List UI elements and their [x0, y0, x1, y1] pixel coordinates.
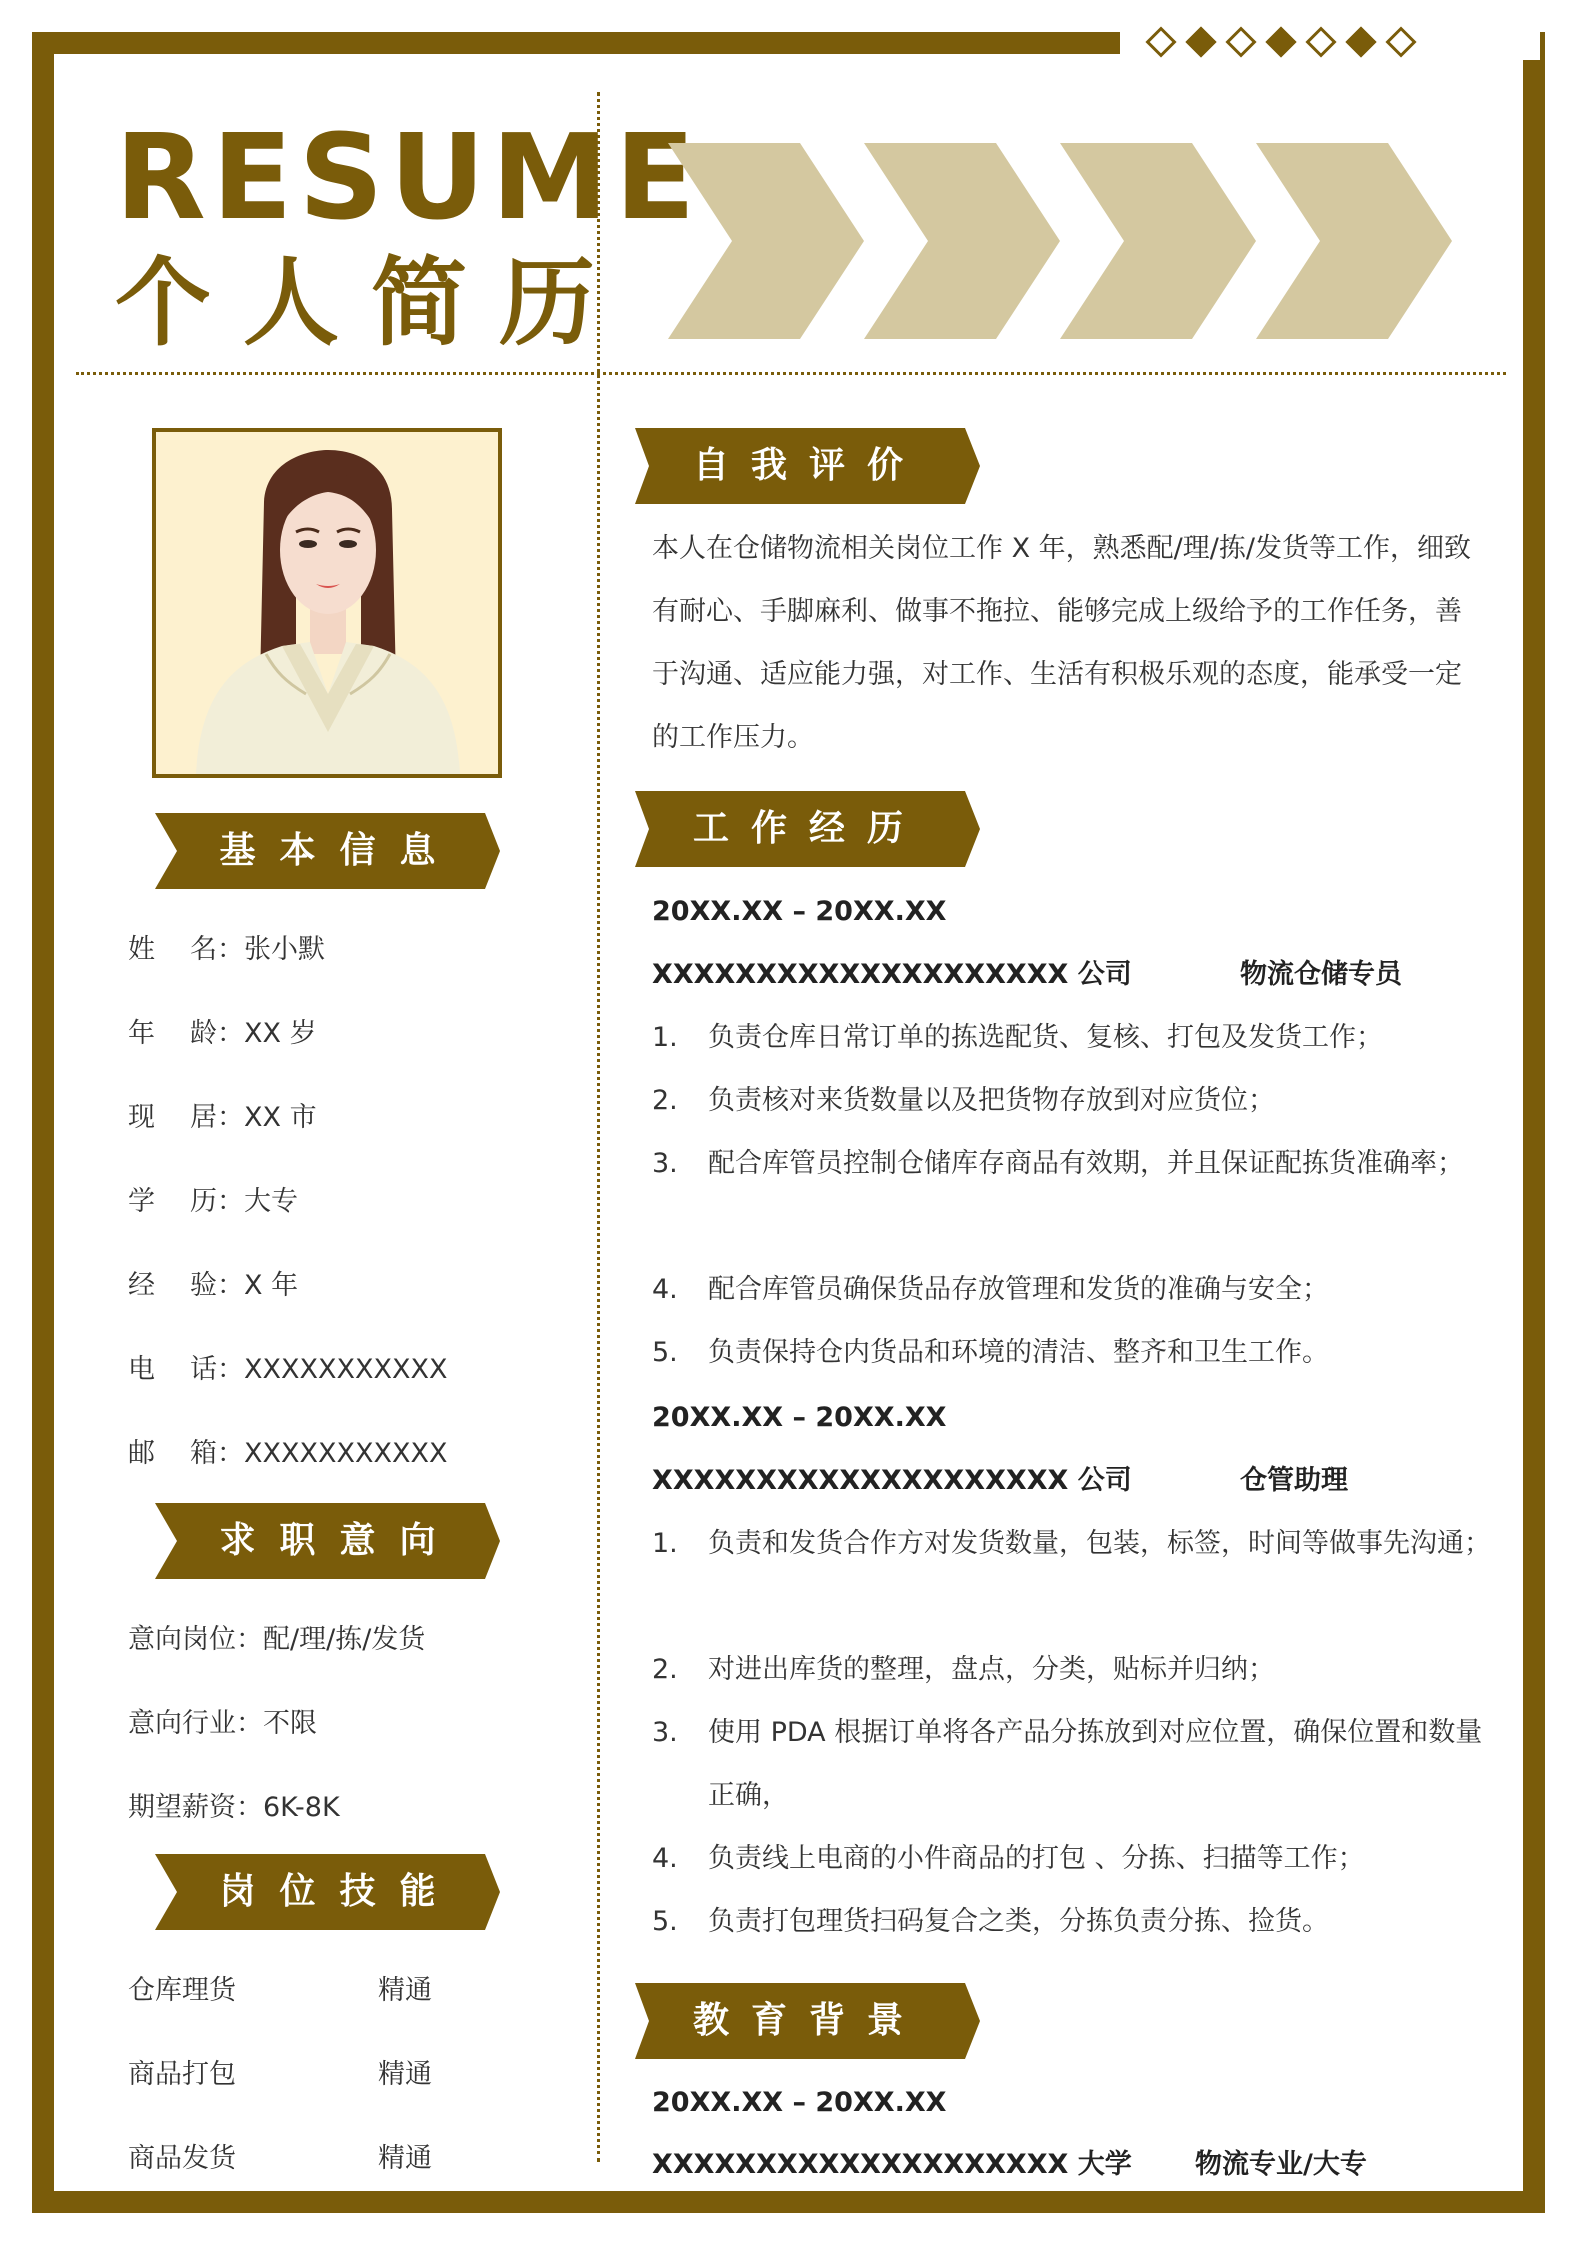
- job-role: 物流仓储专员: [1240, 959, 1402, 990]
- education-heading: [635, 1983, 980, 2059]
- info-row-name: 姓 名：张小默: [128, 934, 325, 965]
- diamond-filled-icon: [1345, 26, 1376, 57]
- self-eval-text: 本人在仓储物流相关岗位工作 X 年，熟悉配/理/拣/发货等工作，细致有耐心、手脚麻利、做事不拖拉、能够完成上级给予的工作任务，善于沟通、适应能力强，对工作、生活有积极乐观的态度，能承受一定的工作压力。: [652, 533, 1471, 753]
- job-intent-heading: [155, 1503, 500, 1579]
- edu-major: 物流专业/大专: [1195, 2149, 1367, 2180]
- edu-period: 20XX.XX – 20XX.XX: [652, 2087, 947, 2118]
- diamond-outline-icon: [1385, 26, 1416, 57]
- edu-school: XXXXXXXXXXXXXXXXXXXX 大学: [652, 2149, 1132, 2180]
- skill-row: 商品发货 精通: [128, 2143, 432, 2174]
- intent-row-position: 意向岗位：配/理/拣/发货: [128, 1624, 426, 1655]
- duty-item: 5. 负责打包理货扫码复合之类，分拣负责分拣、捡货。: [652, 1906, 1329, 1937]
- chevron-decoration: [668, 143, 1498, 339]
- education-heading-label: 教育背景: [693, 2000, 926, 2041]
- diamond-outline-icon: [1225, 26, 1256, 57]
- info-row-residence: 现 居：XX 市: [128, 1102, 317, 1133]
- info-row-phone: 电 话：XXXXXXXXXXX: [128, 1354, 448, 1385]
- diamond-outline-icon: [1145, 26, 1176, 57]
- self-eval-heading: [635, 428, 980, 504]
- skills-heading: [155, 1854, 500, 1930]
- job-company: XXXXXXXXXXXXXXXXXXXX 公司: [652, 959, 1132, 990]
- info-row-education: 学 历：大专: [128, 1186, 298, 1217]
- portrait-illustration: [156, 432, 498, 774]
- duty-item: 2. 负责核对来货数量以及把货物存放到对应货位；: [652, 1085, 1275, 1116]
- chevron-2: [864, 143, 1060, 339]
- duty-item: 1. 负责和发货合作方对发货数量，包装，标签，时间等做事先沟通；: [652, 1528, 1491, 1559]
- title-chinese: 个人简历: [115, 247, 627, 359]
- duty-item: 3. 配合库管员控制仓储库存商品有效期，并且保证配拣货准确率；: [652, 1148, 1464, 1179]
- chevron-1: [668, 143, 864, 339]
- diamond-ornament: [1150, 22, 1412, 62]
- duty-item: 5. 负责保持仓内货品和环境的清洁、整齐和卫生工作。: [652, 1337, 1329, 1368]
- info-row-experience: 经 验：X 年: [128, 1270, 299, 1301]
- info-row-age: 年 龄：XX 岁: [128, 1018, 317, 1049]
- skill-row: 商品打包 精通: [128, 2059, 432, 2090]
- chevron-3: [1060, 143, 1256, 339]
- job-role: 仓管助理: [1240, 1465, 1348, 1496]
- duty-item: 2. 对进出库货的整理，盘点，分类，贴标并归纳；: [652, 1654, 1275, 1685]
- self-eval-heading-label: 自我评价: [693, 445, 926, 486]
- basic-info-heading-label: 基本信息: [219, 830, 460, 871]
- job-period: 20XX.XX – 20XX.XX: [652, 896, 947, 927]
- job-period: 20XX.XX – 20XX.XX: [652, 1402, 947, 1433]
- duty-item: 3. 使用 PDA 根据订单将各产品分拣放到对应位置，确保位置和数量正确，: [652, 1717, 1483, 1811]
- intent-row-industry: 意向行业：不限: [128, 1708, 317, 1739]
- title-english: RESUME: [115, 108, 702, 246]
- basic-info-heading: [155, 813, 500, 889]
- skill-row: 仓库理货 精通: [128, 1975, 432, 2006]
- job-intent-heading-label: 求职意向: [219, 1520, 460, 1561]
- work-heading: [635, 791, 980, 867]
- horizontal-divider: [76, 372, 1506, 375]
- chevron-4: [1256, 143, 1452, 339]
- diamond-filled-icon: [1185, 26, 1216, 57]
- skills-heading-label: 岗位技能: [219, 1871, 460, 1912]
- info-row-email: 邮 箱：XXXXXXXXXXX: [128, 1438, 448, 1469]
- diamond-filled-icon: [1265, 26, 1296, 57]
- intent-row-salary: 期望薪资：6K-8K: [128, 1792, 340, 1823]
- vertical-divider: [597, 92, 600, 2162]
- duty-item: 4. 配合库管员确保货品存放管理和发货的准确与安全；: [652, 1274, 1329, 1305]
- avatar: [152, 428, 502, 778]
- duty-item: 4. 负责线上电商的小件商品的打包 、分拣、扫描等工作；: [652, 1843, 1365, 1874]
- job-company: XXXXXXXXXXXXXXXXXXXX 公司: [652, 1465, 1132, 1496]
- work-heading-label: 工作经历: [693, 808, 926, 849]
- duty-item: 1. 负责仓库日常订单的拣选配货、复核、打包及发货工作；: [652, 1022, 1383, 1053]
- diamond-outline-icon: [1305, 26, 1336, 57]
